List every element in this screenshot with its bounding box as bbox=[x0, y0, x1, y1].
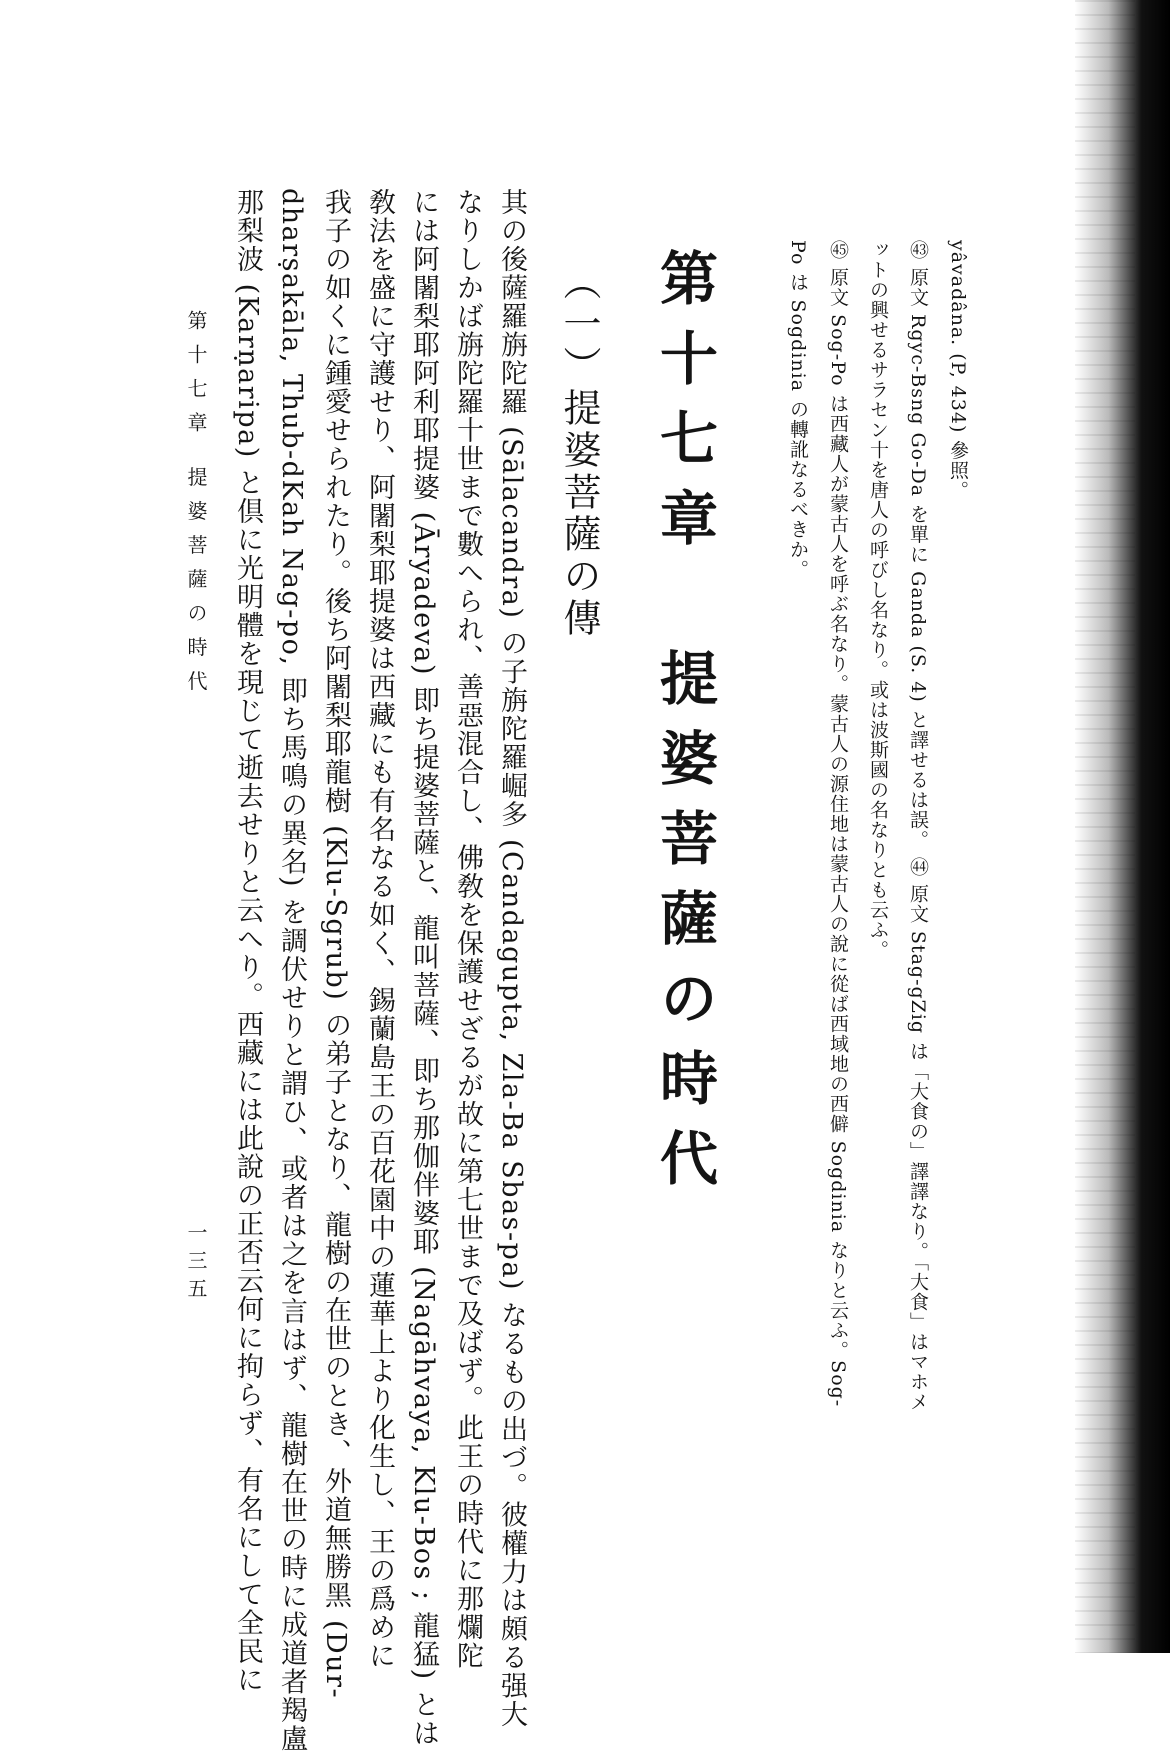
scan-edge-noise bbox=[1075, 0, 1135, 1653]
chapter-title: 第十七章 提婆菩薩の時代 bbox=[650, 248, 718, 1208]
body-line-1: 其の後薩羅旃陀羅 (Sālacandra) の子旃陀羅崛多 (Candagupta, Zla-Ba Sbas-pa) なるもの出づ。彼權力は頗る强大 bbox=[496, 188, 527, 1729]
scan-edge-shadow bbox=[1075, 0, 1170, 1653]
footnote-line-3: ットの興せるサラセン⼗を唐人の呼びし名なり。或は波斯國の名なりとも云ふ。 bbox=[867, 240, 889, 960]
section-title: （一）提婆菩薩の傳 bbox=[557, 262, 601, 640]
footnote-line-1: yâvadâna. (P, 434) 參照。 bbox=[947, 240, 969, 501]
footnote-line-4: ㊺ 原文 Sog-Po は西藏人が蒙古人を呼ぶ名なり。蒙古人の源住地は蒙古人の說に從ば西域地の西僻 Sogdinia なりと云ふ。Sog- bbox=[827, 240, 849, 1408]
page-number: 一三五 bbox=[184, 1222, 208, 1306]
body-line-4: 敎法を盛に守護せり、阿闍梨耶提婆は西藏にも有名なる如く、錫蘭島王の百花園中の蓮華上より化生し、王の爲めに bbox=[364, 188, 395, 1670]
body-line-5: 我子の如くに鍾愛せられたり。後ち阿闍梨耶龍樹 (Klu-Sgrub) の弟子となり、龍樹の在世のとき、外道無勝黑 (Dur- bbox=[320, 188, 351, 1700]
body-line-3: には阿闍梨耶阿利耶提婆 (Āryadeva) 即ち提婆菩薩と、龍叫菩薩、即ち那伽伴婆耶 (Nagāhvaya, Klu-Bos ; 龍猛) とは bbox=[408, 188, 439, 1748]
footnote-line-5: Po は Sogdinia の轉訛なるべきか。 bbox=[787, 240, 809, 580]
running-head: 第十七章 提婆菩薩の時代 bbox=[184, 310, 208, 705]
footnote-line-2: ㊸ 原文 Rgyc-Bsng Go-Da を單に Ganda (S. 4) と譯せるは誤。 ㊹ 原文 Stag-gZig は「大食の」譯譯なり。「大食」はマホメ bbox=[907, 240, 929, 1412]
body-line-2: なりしかば旃陀羅十世まで數へられ、善惡混合し、佛敎を保護せざるが故に第七世まで及ばず。此王の時代に那爛陀 bbox=[452, 188, 483, 1670]
body-line-7: 那梨波 (Karṇaripa) と倶に光明體を現じて逝去せりと云へり。西藏には此說の正否云何に拘らず、有名にして全民に bbox=[232, 188, 263, 1695]
body-line-6: dharṣakāla, Thub-dKah Nag-po, 即ち馬鳴の異名) を調伏せりと謂ひ、或者は之を言はず、龍樹在世の時に成道者羯盧 bbox=[276, 188, 307, 1753]
